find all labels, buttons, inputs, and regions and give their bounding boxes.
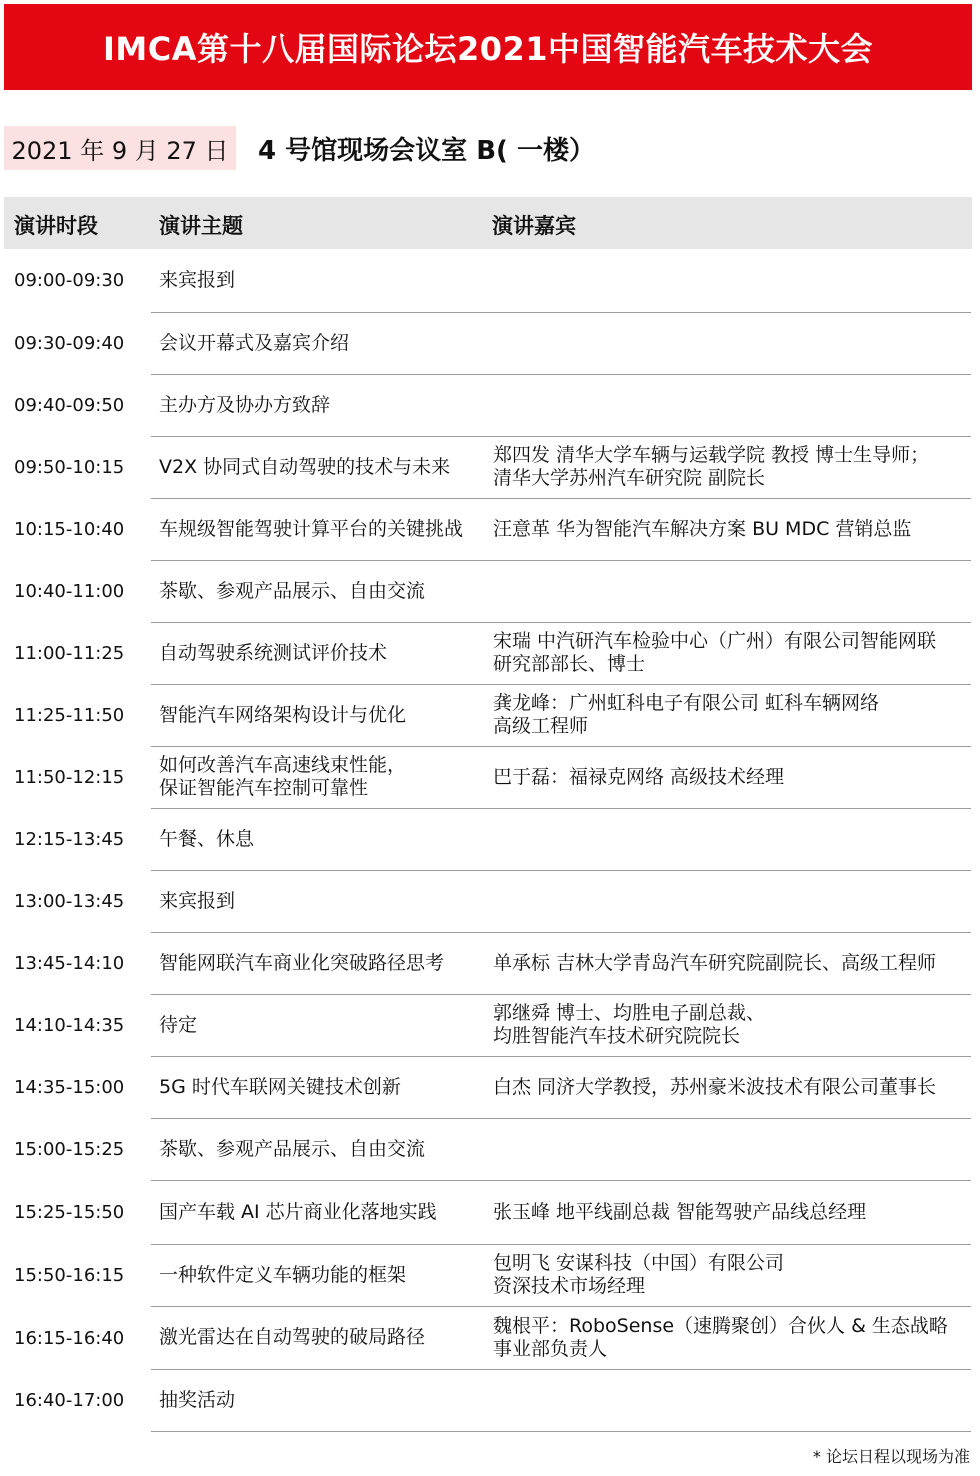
- topic-cell: 智能汽车网络架构设计与优化: [159, 703, 407, 726]
- topic-cell: 茶歇、参观产品展示、自由交流: [159, 579, 426, 602]
- table-row: [0, 747, 980, 809]
- time-cell: 09:50-10:15: [14, 457, 125, 478]
- topic-cell: 5G 时代车联网关键技术创新: [159, 1075, 401, 1098]
- speaker-cell: 单承标 吉林大学青岛汽车研究院副院长、高级工程师: [493, 951, 937, 974]
- page-title: IMCA第十八届国际论坛2021中国智能汽车技术大会: [102, 30, 874, 68]
- table-row: [0, 437, 980, 499]
- table-row: [0, 623, 980, 685]
- time-cell: 15:50-16:15: [14, 1265, 125, 1286]
- time-cell: 13:00-13:45: [14, 891, 125, 912]
- table-row: [0, 1307, 980, 1370]
- row-divider: [151, 1431, 971, 1432]
- time-cell: 10:40-11:00: [14, 581, 125, 602]
- topic-cell: 智能网联汽车商业化突破路径思考: [159, 951, 445, 974]
- topic-cell: 会议开幕式及嘉宾介绍: [159, 331, 350, 354]
- time-cell: 14:35-15:00: [14, 1077, 125, 1098]
- speaker-cell: 宋瑞 中汽研汽车检验中心（广州）有限公司智能网联 研究部部长、博士: [493, 630, 937, 675]
- column-header-speaker: 演讲嘉宾: [492, 214, 576, 238]
- topic-cell: 激光雷达在自动驾驶的破局路径: [159, 1326, 426, 1348]
- table-row: [0, 1370, 980, 1432]
- time-cell: 14:10-14:35: [14, 1015, 125, 1036]
- table-row: [0, 313, 980, 375]
- time-cell: 11:25-11:50: [14, 705, 125, 726]
- venue-label: 4 号馆现场会议室 B( 一楼）: [258, 135, 595, 166]
- speaker-cell: 魏根平：RoboSense（速腾聚创）合伙人 & 生态战略 事业部负责人: [493, 1314, 948, 1360]
- footnote: * 论坛日程以现场为准: [812, 1447, 970, 1466]
- topic-cell: 茶歇、参观产品展示、自由交流: [159, 1137, 426, 1160]
- table-row: [0, 249, 980, 313]
- topic-cell: 如何改善汽车高速线束性能， 保证智能汽车控制可靠性: [159, 754, 407, 799]
- speaker-cell: 白杰 同济大学教授，苏州豪米波技术有限公司董事长: [493, 1075, 937, 1098]
- time-cell: 11:50-12:15: [14, 767, 125, 788]
- table-row: [0, 995, 980, 1057]
- speaker-cell: 包明飞 安谋科技（中国）有限公司 资深技术市场经理: [493, 1252, 785, 1297]
- time-cell: 09:30-09:40: [14, 333, 125, 354]
- topic-cell: 午餐、休息: [159, 827, 255, 850]
- topic-cell: 主办方及协办方致辞: [159, 393, 331, 416]
- time-cell: 13:45-14:10: [14, 953, 125, 974]
- table-row: [0, 561, 980, 623]
- topic-cell: V2X 协同式自动驾驶的技术与未来: [159, 455, 451, 478]
- time-cell: 12:15-13:45: [14, 829, 125, 850]
- date-label: 2021 年 9 月 27 日: [11, 136, 229, 165]
- time-cell: 09:00-09:30: [14, 270, 125, 291]
- topic-cell: 自动驾驶系统测试评价技术: [159, 641, 388, 664]
- table-row: [0, 1057, 980, 1119]
- table-row: [0, 685, 980, 747]
- table-row: [0, 809, 980, 871]
- table-row: [0, 933, 980, 995]
- speaker-cell: 张玉峰 地平线副总裁 智能驾驶产品线总经理: [493, 1200, 867, 1223]
- speaker-cell: 龚龙峰：广州虹科电子有限公司 虹科车辆网络 高级工程师: [493, 692, 880, 737]
- topic-cell: 待定: [159, 1013, 198, 1036]
- table-row: [0, 375, 980, 437]
- speaker-cell: 巴于磊：福禄克网络 高级技术经理: [493, 765, 785, 788]
- column-header-topic: 演讲主题: [159, 214, 243, 238]
- time-cell: 15:25-15:50: [14, 1202, 125, 1223]
- time-cell: 09:40-09:50: [14, 395, 125, 416]
- table-row: [0, 499, 980, 561]
- topic-cell: 来宾报到: [159, 268, 236, 291]
- topic-cell: 车规级智能驾驶计算平台的关键挑战: [159, 517, 464, 540]
- time-cell: 11:00-11:25: [14, 643, 125, 664]
- time-cell: 15:00-15:25: [14, 1139, 125, 1160]
- table-row: [0, 871, 980, 933]
- topic-cell: 国产车载 AI 芯片商业化落地实践: [159, 1200, 437, 1223]
- time-cell: 16:40-17:00: [14, 1390, 125, 1411]
- speaker-cell: 郑四发 清华大学车辆与运载学院 教授 博士生导师； 清华大学苏州汽车研究院 副院长: [493, 444, 930, 489]
- topic-cell: 抽奖活动: [159, 1388, 236, 1411]
- table-row: [0, 1245, 980, 1307]
- table-row: [0, 1119, 980, 1181]
- column-header-time: 演讲时段: [14, 214, 98, 238]
- table-row: [0, 1181, 980, 1245]
- topic-cell: 一种软件定义车辆功能的框架: [159, 1263, 407, 1286]
- time-cell: 10:15-10:40: [14, 519, 125, 540]
- time-cell: 16:15-16:40: [14, 1327, 125, 1349]
- topic-cell: 来宾报到: [159, 889, 236, 912]
- speaker-cell: 郭继舜 博士、均胜电子副总裁、 均胜智能汽车技术研究院院长: [493, 1002, 766, 1047]
- speaker-cell: 汪意革 华为智能汽车解决方案 BU MDC 营销总监: [493, 517, 912, 540]
